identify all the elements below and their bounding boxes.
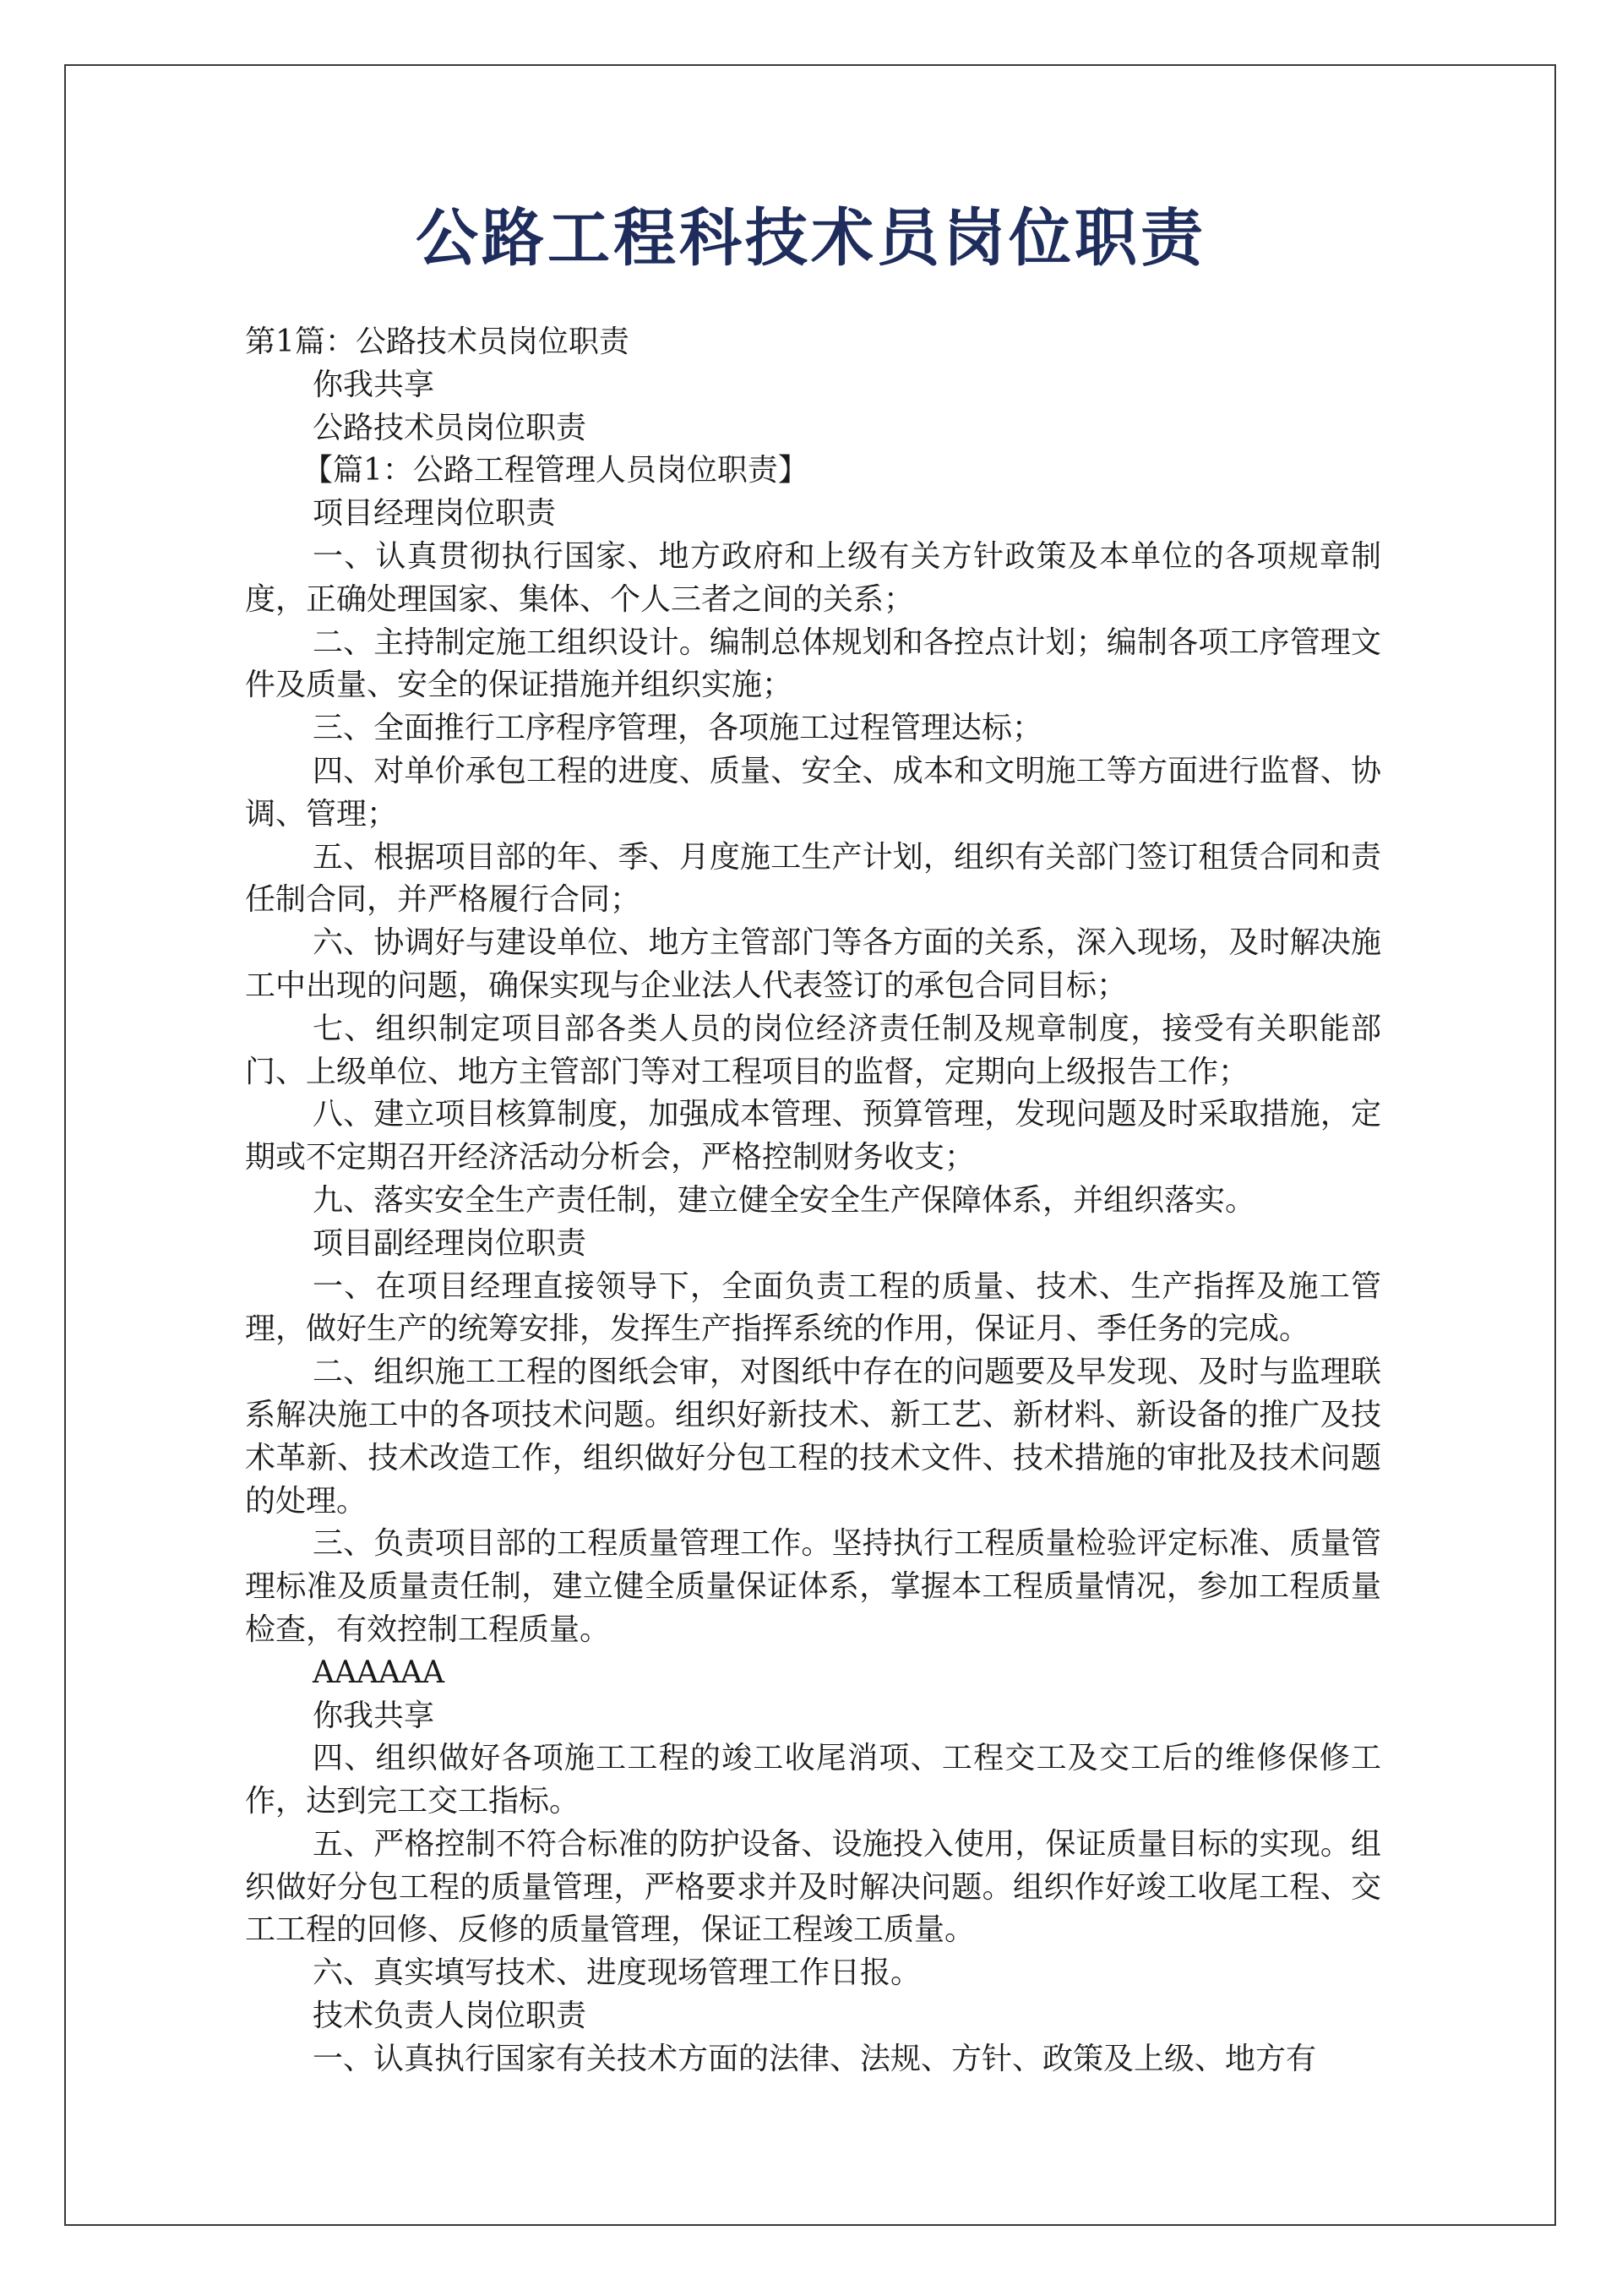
filler-text: AAAAAA [313, 1655, 444, 1690]
pm-duty-9: 九、落实安全生产责任制，建立健全安全生产保障体系，并组织落实。 [313, 1182, 1256, 1218]
deputy-pm-duty-5: 五、严格控制不符合标准的防护设备、设施投入使用，保证质量目标的实现。组织做好分包工程的质量管理，严格要求并及时解决问题。组织作好竣工收尾工程、交工工程的回修、反修的质量管理，保证工程竣工质量。 [245, 1826, 1381, 1948]
deputy-pm-duty-3: 三、负责项目部的工程质量管理工作。坚持执行工程质量检验评定标准、质量管理标准及质量责任制，建立健全质量保证体系，掌握本工程质量情况，参加工程质量检查，有效控制工程质量。 [245, 1526, 1381, 1647]
section-heading: 【篇1：公路工程管理人员岗位职责】 [302, 453, 808, 488]
pm-duty-3: 三、全面推行工序程序管理，各项施工过程管理达标； [313, 711, 1043, 746]
deputy-pm-duty-2: 二、组织施工工程的图纸会审，对图纸中存在的问题要及早发现、及时与监理联系解决施工中的各项技术问题。组织好新技术、新工艺、新材料、新设备的推广及技术革新、技术改造工作，组织做好分包工程的技术文件、技术措施的审批及技术问题的处理。 [245, 1355, 1381, 1519]
chapter-heading: 第1篇：公路技术员岗位职责 [245, 324, 629, 359]
deputy-pm-duty-4: 四、组织做好各项施工工程的竣工收尾消项、工程交工及交工后的维修保修工作，达到完工交工指标。 [245, 1741, 1381, 1819]
tech-lead-heading: 技术负责人岗位职责 [313, 1999, 587, 2034]
pm-duty-1: 一、认真贯彻执行国家、地方政府和上级有关方针政策及本单位的各项规章制度，正确处理国家、集体、个人三者之间的关系； [245, 538, 1381, 617]
pm-duty-2: 二、主持制定施工组织设计。编制总体规划和各控点计划；编制各项工序管理文件及质量、安全的保证措施并组织实施； [245, 624, 1381, 703]
tech-lead-duty-1: 一、认真执行国家有关技术方面的法律、法规、方针、政策及上级、地方有 [313, 2041, 1317, 2076]
subtitle: 公路技术员岗位职责 [313, 410, 587, 445]
pm-duty-4: 四、对单价承包工程的进度、质量、安全、成本和文明施工等方面进行监督、协调、管理； [245, 753, 1381, 832]
deputy-pm-duty-1: 一、在项目经理直接领导下，全面负责工程的质量、技术、生产指挥及施工管理，做好生产的统筹安排，发挥生产指挥系统的作用，保证月、季任务的完成。 [245, 1268, 1381, 1347]
pm-duty-5: 五、根据项目部的年、季、月度施工生产计划，组织有关部门签订租赁合同和责任制合同，并严格履行合同； [245, 839, 1381, 918]
pm-duty-7: 七、组织制定项目部各类人员的岗位经济责任制及规章制度，接受有关职能部门、上级单位、地方主管部门等对工程项目的监督，定期向上级报告工作； [245, 1011, 1381, 1089]
pm-duty-8: 八、建立项目核算制度，加强成本管理、预算管理，发现问题及时采取措施，定期或不定期召开经济活动分析会，严格控制财务收支； [245, 1097, 1381, 1175]
document-body [245, 321, 1381, 2081]
deputy-pm-duty-6: 六、真实填写技术、进度现场管理工作日报。 [313, 1955, 922, 1991]
share-note-2: 你我共享 [313, 1698, 435, 1733]
deputy-pm-heading: 项目副经理岗位职责 [313, 1225, 587, 1261]
pm-heading: 项目经理岗位职责 [313, 496, 557, 532]
share-note: 你我共享 [313, 367, 435, 402]
document-title: 公路工程科技术员岗位职责 [416, 202, 1206, 275]
pm-duty-6: 六、协调好与建设单位、地方主管部门等各方面的关系，深入现场，及时解决施工中出现的问题，确保实现与企业法人代表签订的承包合同目标； [245, 925, 1381, 1003]
